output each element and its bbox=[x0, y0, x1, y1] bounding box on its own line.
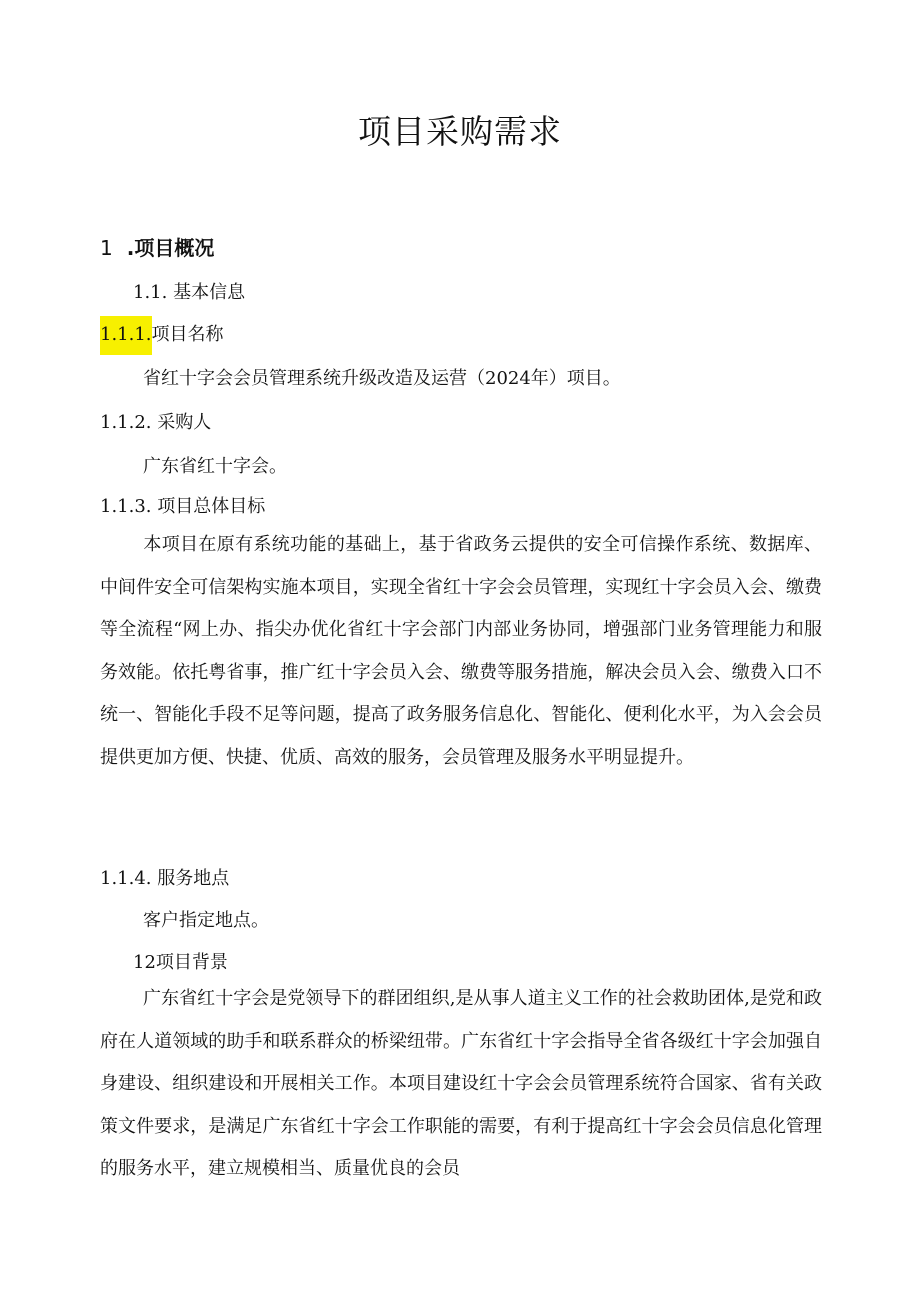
section-1-2-heading: 12项目背景 bbox=[133, 952, 228, 973]
section-1-1-2-heading: 1.1.2. 采购人 bbox=[100, 412, 212, 433]
section-1-number: 1 bbox=[100, 236, 113, 260]
section-1-1-3-heading: 1.1.3. 项目总体目标 bbox=[100, 496, 266, 517]
purchaser-text: 广东省红十字会。 bbox=[143, 456, 287, 477]
location-text: 客户指定地点。 bbox=[143, 910, 269, 931]
highlighted-number: 1.1.1. bbox=[100, 316, 152, 355]
section-1-heading bbox=[100, 232, 214, 261]
project-name-text: 省红十字会会员管理系统升级改造及运营（2024年）项目。 bbox=[143, 368, 621, 389]
section-1-1-1-title: 项目名称 bbox=[151, 324, 224, 345]
goal-text: 本项目在原有系统功能的基础上，基于省政务云提供的安全可信操作系统、数据库、中间件安全可信架构实施本项目，实现全省红十字会会员管理，实现红十字会员入会、缴费等全流程“网上办、指尖办优化省红十字会部门内部业务协同，增强部门业务管理能力和服务效能。依托粤省事，推广红十字会员入会、缴费等服务措施，解决会员入会、缴费入口不统一、智能化手段不足等问题，提高了政务服务信息化、智能化、便利化水平，为入会会员提供更加方便、快捷、优质、高效的服务，会员管理及服务水平明显提升。 bbox=[100, 534, 822, 768]
page-title: 项目采购需求 bbox=[358, 112, 562, 151]
background-text: 广东省红十字会是党领导下的群团组织,是从事人道主义工作的社会救助团体,是党和政府在人道领域的助手和联系群众的桥梁纽带。广东省红十字会指导全省各级红十字会加强自身建设、组织建设和开展相关工作。本项目建设红十字会会员管理系统符合国家、省有关政策文件要求，是满足广东省红十字会工作职能的需要，有利于提高红十字会会员信息化管理的服务水平，建立规模相当、质量优良的会员 bbox=[100, 988, 822, 1179]
goal-paragraph bbox=[100, 524, 822, 779]
section-1-title: .项目概况 bbox=[126, 236, 215, 260]
section-1-1-4-heading: 1.1.4. 服务地点 bbox=[100, 868, 230, 889]
background-paragraph bbox=[100, 978, 822, 1191]
section-1-1-1-heading bbox=[100, 320, 224, 346]
section-1-1-heading: 1.1. 基本信息 bbox=[133, 282, 246, 303]
